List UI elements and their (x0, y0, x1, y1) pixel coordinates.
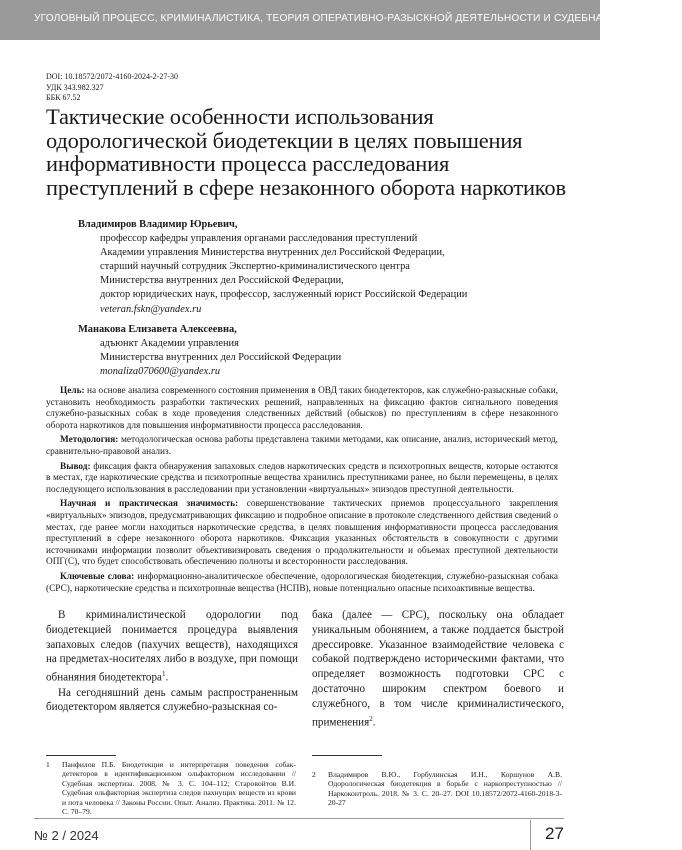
paragraph-text: . (372, 716, 376, 729)
body-paragraph (46, 608, 298, 686)
bbk: ББК 67.52 (46, 93, 81, 103)
abstract-text: фиксация факта обнаружения запаховых следов наркотических средств и психотропных веществ, которые остаются в местах, где наркотические средства и психотропные вещества хранились преступниками ранее, но были перемещены, в целях последующего использования в расследовании при установлении «виртуальных» эпизодов преступной деятельности. (46, 461, 558, 495)
page-number-divider (530, 820, 531, 850)
footnote-text: Панфилов П.Б. Биодетекция и интерпретация поведения собак-детекторов в идентификационном ольфакторном исследовании // Судебная экспертиза. 2008. № 3. С. 104–112; Старовойтов В.И. Судебная ольфакторная экспертиза следов пахнущих веществ из крови и пота человека // Законы России. Опыт. Анализ. Практика. 2011. № 12. С. 70–79. (62, 760, 296, 817)
author-affiliation: Министерства внутренних дел Российской Федерации, (100, 275, 344, 287)
footnote-number: 2 (312, 770, 316, 779)
footnote-number: 1 (46, 760, 50, 769)
abstract-label: Научная и практическая значимость: (60, 499, 239, 510)
author-affiliation: адъюнкт Академии управления (100, 338, 239, 350)
article-identifiers (46, 72, 178, 104)
footnote-divider (46, 755, 116, 756)
abstract-label: Цель: (60, 386, 85, 396)
abstract-label: Вывод: (60, 461, 91, 472)
abstract-text: информационно-аналитическое обеспечение, одорологическая биодетекция, служебно-разыскная собака (СРС), наркотические средства и психотропные вещества (НСПВ), новые потенциально опасные психоактивные вещества. (46, 571, 558, 594)
paragraph-text: бака (далее — СРС), поскольку она обладает уникальным обонянием, а также поддается быстрой дрессировке. Указанное взаимодействие человека с собакой подтверждено историческими фактами, что определяет возможность подготовки СРС с достаточно широким спектром боевого и служебного, в том числе криминалистического, применения (312, 609, 564, 729)
issue-number: № 2 / 2024 (34, 828, 99, 843)
journal-header-bar (0, 0, 682, 40)
abstract-label: Ключевые слова: (60, 571, 135, 582)
body-paragraph: На сегодняшний день самым распространенным биодетектором является служебно-разыскная со- (46, 686, 298, 714)
journal-section-title: УГОЛОВНЫЙ ПРОЦЕСС, КРИМИНАЛИСТИКА, ТЕОРИЯ ОПЕРАТИВНО-РАЗЫСКНОЙ ДЕЯТЕЛЬНОСТИ И СУДЕБНАЯ ЭКСПЕРТИЗА (34, 13, 682, 24)
author-name: Манакова Елизавета Алексеевна, (78, 324, 237, 335)
footnote-2 (312, 770, 562, 808)
abstract-method (46, 435, 558, 458)
body-paragraph (312, 608, 564, 730)
page-number: 27 (545, 824, 564, 843)
abstract-keywords (46, 572, 558, 595)
footnote-divider (312, 755, 382, 756)
footnote-1 (46, 760, 296, 816)
abstract (46, 386, 558, 598)
paragraph-text: . (165, 671, 169, 684)
author-affiliation: старший научный сотрудник Экспертно-криминалистического центра (100, 261, 410, 273)
abstract-conclusion (46, 462, 558, 497)
abstract-text: методологическая основа работы представлена такими методами, как описание, анализ, исторический метод, сравнительно-правовой анализ. (46, 435, 558, 457)
author-block-2 (78, 323, 538, 379)
author-affiliation: профессор кафедры управления органами расследования преступлений (100, 233, 418, 245)
author-email[interactable]: veteran.fskn@yandex.ru (100, 303, 202, 315)
author-affiliation: Академии управления Министерства внутренних дел Российской Федерации, (100, 247, 445, 259)
author-name: Владимиров Владимир Юрьевич, (78, 219, 238, 230)
abstract-label: Методология: (60, 435, 119, 446)
footnote-text: Владимиров В.Ю., Горбулинская И.Н., Коршунов А.В. Одорологическая биодетекция в борьбе с наркопреступностью // Наркоконтроль. 2018. № 3. С. 20–27. DOI 10.18572/2072-4160-2018-3-20-27 (328, 770, 562, 808)
author-email[interactable]: monaliza070600@yandex.ru (100, 366, 221, 378)
body-column-right (312, 608, 564, 730)
doi: DOI: 10.18572/2072-4160-2024-2-27-30 (46, 72, 178, 81)
footer-rule (34, 818, 564, 819)
body-column-left (46, 608, 298, 715)
author-affiliation: доктор юридических наук, профессор, заслуженный юрист Российской Федерации (100, 289, 468, 301)
author-affiliation: Министерства внутренних дел Российской Федерации (100, 352, 342, 364)
paragraph-text: В криминалистической одорологии под биодетекцией понимается процедура выявления запаховых следов (пахучих веществ), находящихся на предметах-носителях либо в воздухе, при помощи обнаняния биодетектора (46, 609, 298, 684)
abstract-goal (46, 386, 558, 432)
udk: УДК 343.982.327 (46, 82, 104, 92)
footnote-ref[interactable]: 2 (369, 714, 373, 723)
footnote-ref[interactable]: 1 (161, 670, 166, 679)
abstract-text: совершенствование тактических приемов процессуального закрепления «виртуальных» эпизодов, предусматривающих фиксацию и подробное описание в протоколе следственного действия сведений о местах, где ранее могли находиться наркотические средства, в целях повышения информативности процесса расследования преступлений в сфере незаконного оборота наркотиков. Фиксация указанных обстоятельств в совокупности с другими источниками информации позволит объективизировать сведения о продолжительности и объемах преступной деятельности ОПГ(С), что будет способствовать обеспечению полноты и всесторонности расследования. (46, 499, 558, 568)
abstract-text: на основе анализа современного состояния применения в ОВД таких биодетекторов, как служебно-разыскные собаки, установить необходимость разработки тактических решений, направленных на фиксацию фактов сигнального поведения служебно-разыскных собак в ходе проведения следственных действий (обысков) по преступлениям в сфере незаконного оборота наркотиков для повышения информативности процесса расследования. (46, 386, 558, 431)
abstract-significance (46, 499, 558, 569)
article-title: Тактические особенности использования одорологической биодетекции в целях повышения информативности процесса расследования преступлений в сфере незаконного оборота наркотиков (46, 104, 566, 200)
author-block-1 (78, 218, 538, 317)
